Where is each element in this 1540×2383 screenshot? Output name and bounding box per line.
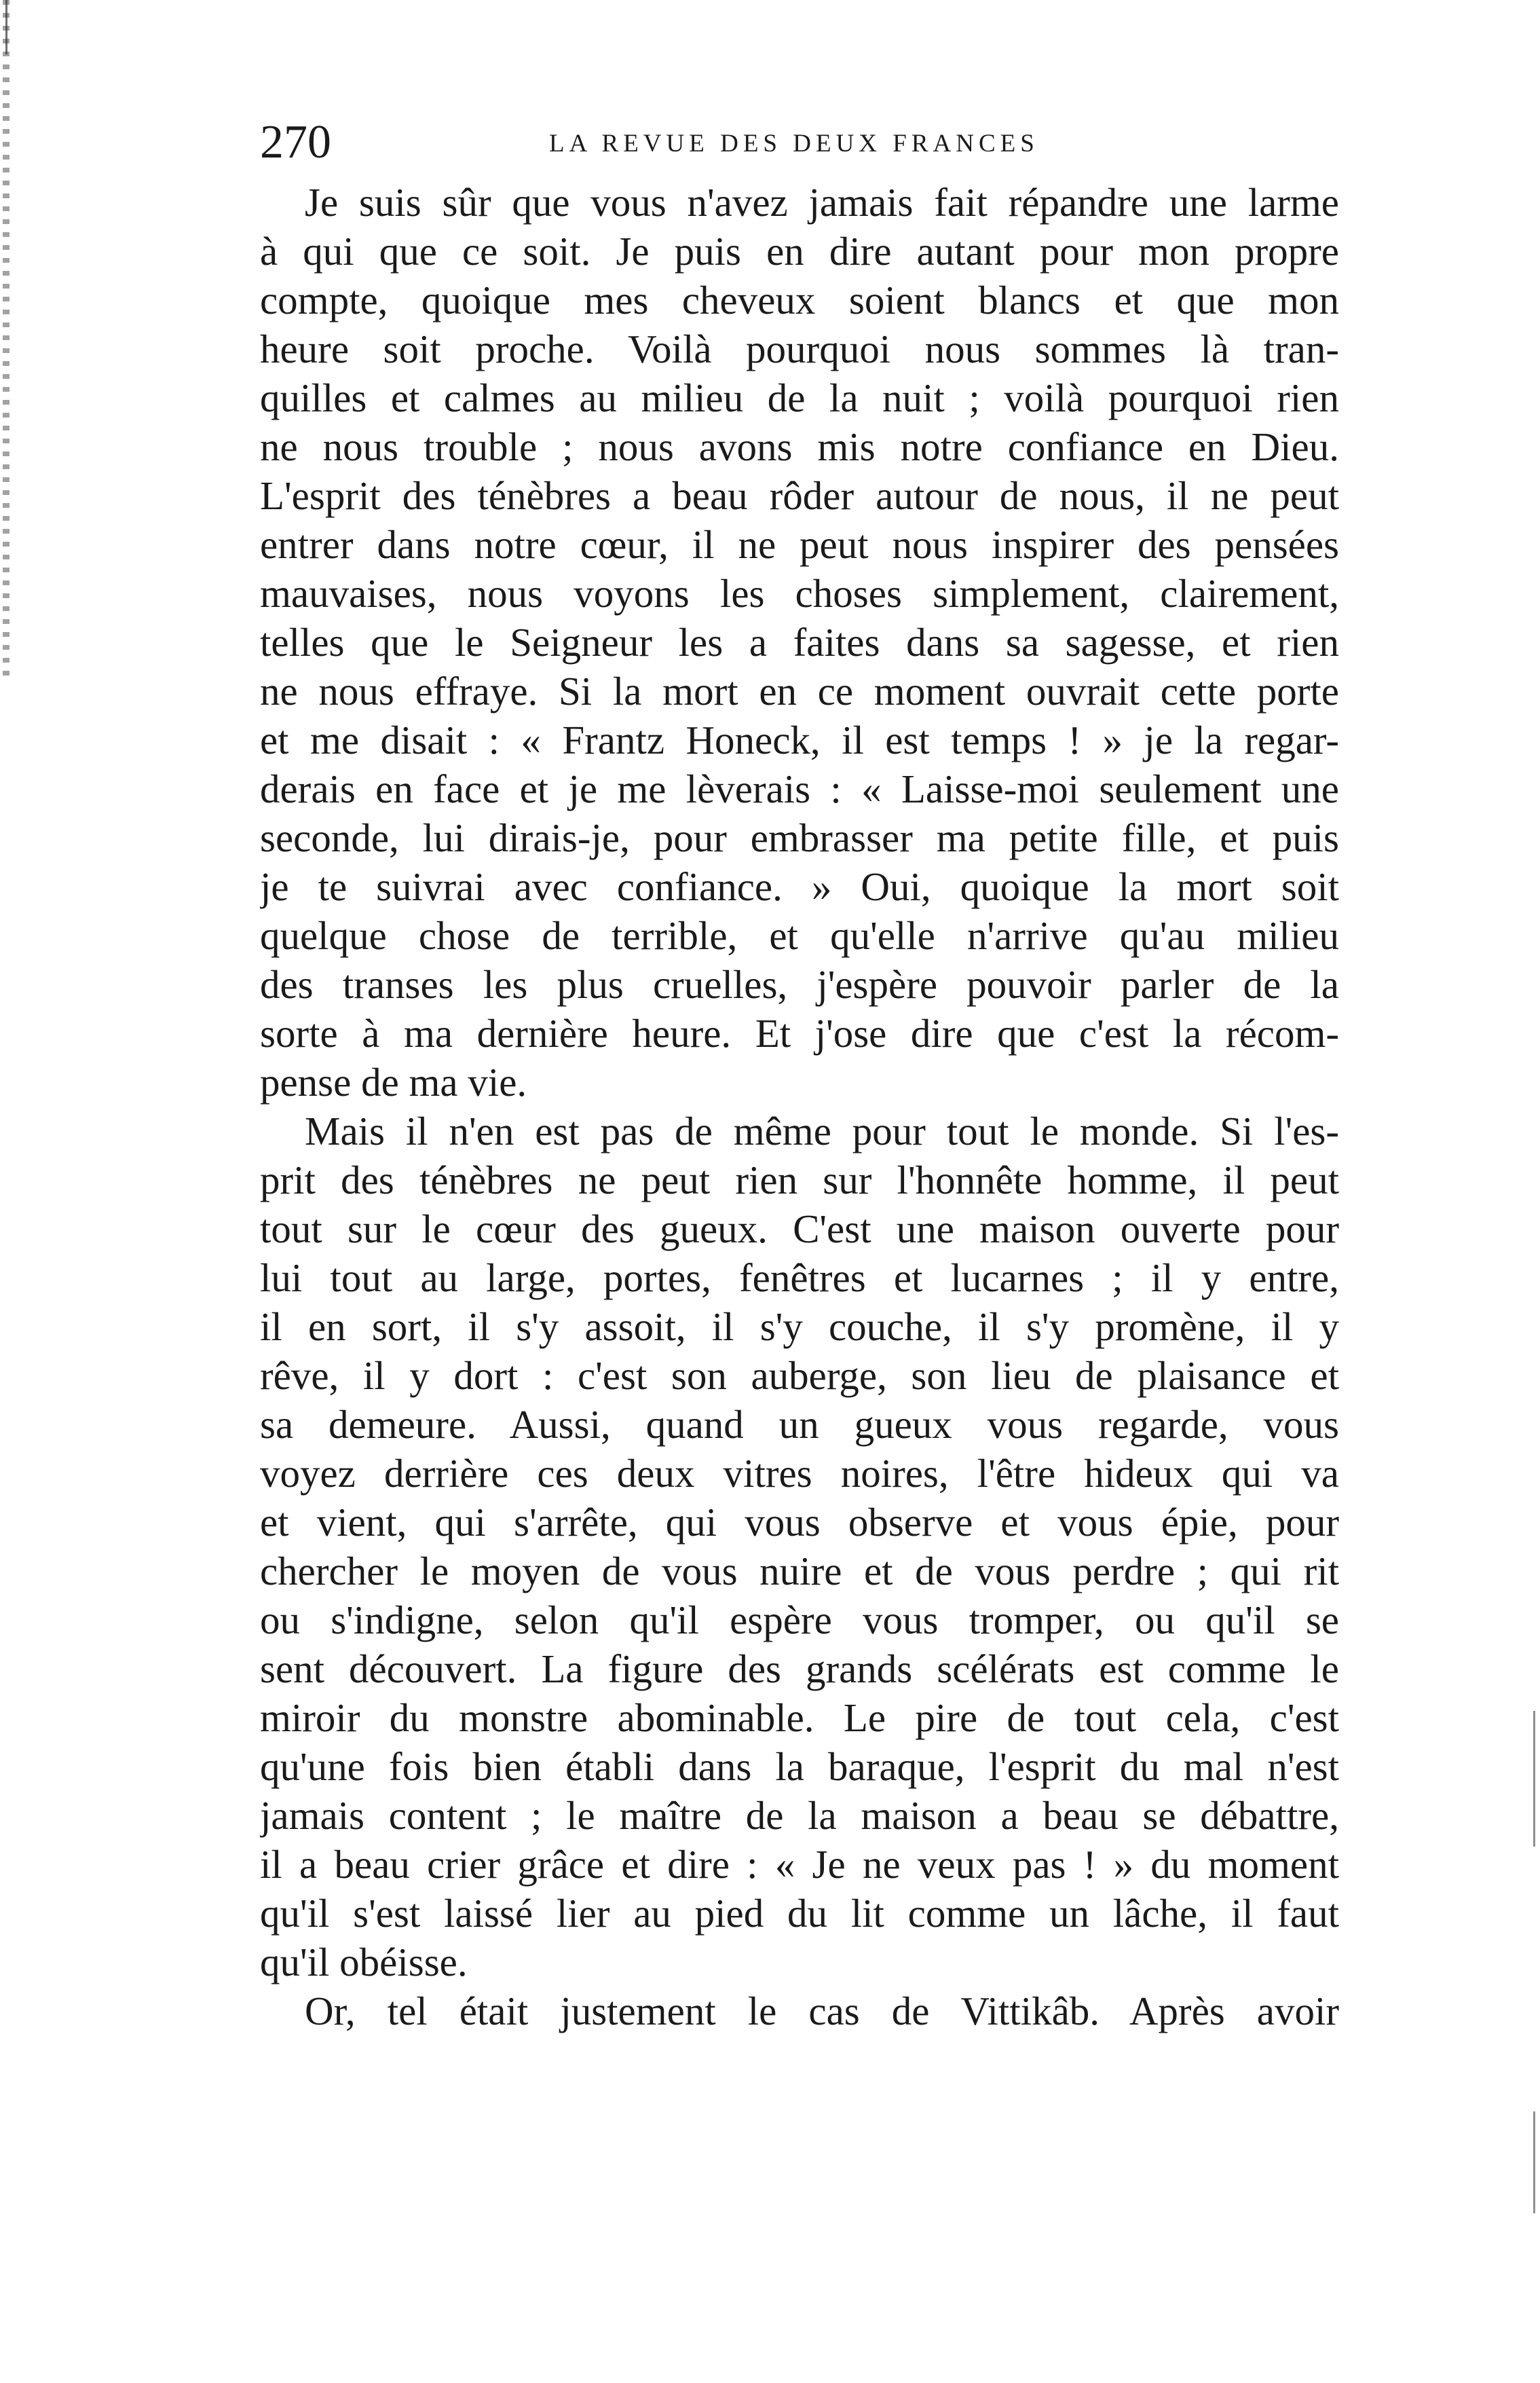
text-line: qu'il s'est laissé lier au pied du lit comme un lâche, il faut — [260, 1891, 1339, 1936]
running-title: LA REVUE DES DEUX FRANCES — [549, 130, 1039, 158]
text-line: il en sort, il s'y assoit, il s'y couche, il s'y promène, il y — [260, 1304, 1339, 1349]
text-line: mauvaises, nous voyons les choses simplement, clairement, — [260, 571, 1339, 616]
text-line: il a beau crier grâce et dire : « Je ne veux pas ! » du moment — [260, 1842, 1339, 1887]
text-line: ou s'indigne, selon qu'il espère vous tromper, ou qu'il se — [260, 1597, 1339, 1642]
text-line: sent découvert. La figure des grands scélérats est comme le — [260, 1646, 1339, 1691]
scan-right-mark-1 — [1533, 1711, 1535, 1847]
text-line: je te suivrai avec confiance. » Oui, quoique la mort soit — [260, 864, 1339, 909]
text-line: des transes les plus cruelles, j'espère pouvoir parler de la — [260, 962, 1339, 1007]
text-line: rêve, il y dort : c'est son auberge, son lieu de plaisance et — [260, 1353, 1339, 1398]
text-line: sa demeure. Aussi, quand un gueux vous regarde, vous — [260, 1402, 1339, 1447]
text-line: à qui que ce soit. Je puis en dire autant pour mon propre — [260, 229, 1339, 274]
text-line: compte, quoique mes cheveux soient blancs et que mon — [260, 278, 1339, 322]
text-line: chercher le moyen de vous nuire et de vous perdre ; qui rit — [260, 1549, 1339, 1593]
paragraph-3 — [260, 1987, 1339, 2035]
text-line: quilles et calmes au milieu de la nuit ; voilà pourquoi rien — [260, 375, 1339, 420]
scan-edge-mark-top — [5, 0, 7, 54]
text-line: qu'il obéisse. — [260, 1940, 468, 1984]
text-line: Je suis sûr que vous n'avez jamais fait répandre une larme — [305, 180, 1339, 225]
text-line: Mais il n'en est pas de même pour tout le monde. Si l'es- — [305, 1109, 1339, 1153]
text-line: entrer dans notre cœur, il ne peut nous inspirer des pensées — [260, 522, 1339, 567]
text-line: pense de ma vie. — [260, 1060, 527, 1105]
text-line: quelque chose de terrible, et qu'elle n'arrive qu'au milieu — [260, 913, 1339, 958]
text-line: heure soit proche. Voilà pourquoi nous sommes là tran- — [260, 327, 1339, 371]
page-header — [260, 112, 1346, 173]
text-line: Or, tel était justement le cas de Vittikâb. Après avoir — [305, 1989, 1339, 2033]
page-number: 270 — [260, 116, 331, 168]
text-line: lui tout au large, portes, fenêtres et lucarnes ; il y entre, — [260, 1255, 1339, 1300]
scan-edge-mark — [3, 0, 10, 679]
text-line: jamais content ; le maître de la maison a beau se débattre, — [260, 1793, 1339, 1838]
text-line: voyez derrière ces deux vitres noires, l'être hideux qui va — [260, 1451, 1339, 1496]
text-line: derais en face et je me lèverais : « Laisse-moi seulement une — [260, 766, 1339, 811]
text-line: prit des ténèbres ne peut rien sur l'honnête homme, il peut — [260, 1158, 1339, 1202]
text-line: ne nous effraye. Si la mort en ce moment ouvrait cette porte — [260, 669, 1339, 714]
body-text — [260, 178, 1339, 2035]
text-line: et me disait : « Frantz Honeck, il est temps ! » je la regar- — [260, 718, 1339, 762]
text-line: et vient, qui s'arrête, qui vous observe et vous épie, pour — [260, 1500, 1339, 1545]
text-line: miroir du monstre abominable. Le pire de tout cela, c'est — [260, 1695, 1339, 1740]
text-line: L'esprit des ténèbres a beau rôder autour de nous, il ne peut — [260, 473, 1339, 518]
text-line: ne nous trouble ; nous avons mis notre confiance en Dieu. — [260, 424, 1339, 469]
text-line: tout sur le cœur des gueux. C'est une maison ouverte pour — [260, 1206, 1339, 1251]
text-line: seconde, lui dirais-je, pour embrasser ma petite fille, et puis — [260, 815, 1339, 860]
text-line: sorte à ma dernière heure. Et j'ose dire que c'est la récom- — [260, 1011, 1339, 1056]
text-line: telles que le Seigneur les a faites dans sa sagesse, et rien — [260, 620, 1339, 665]
scan-right-mark-2 — [1533, 2111, 1535, 2213]
text-line: qu'une fois bien établi dans la baraque, l'esprit du mal n'est — [260, 1744, 1339, 1789]
paragraph-1 — [260, 178, 1339, 1107]
paragraph-2 — [260, 1107, 1339, 1987]
